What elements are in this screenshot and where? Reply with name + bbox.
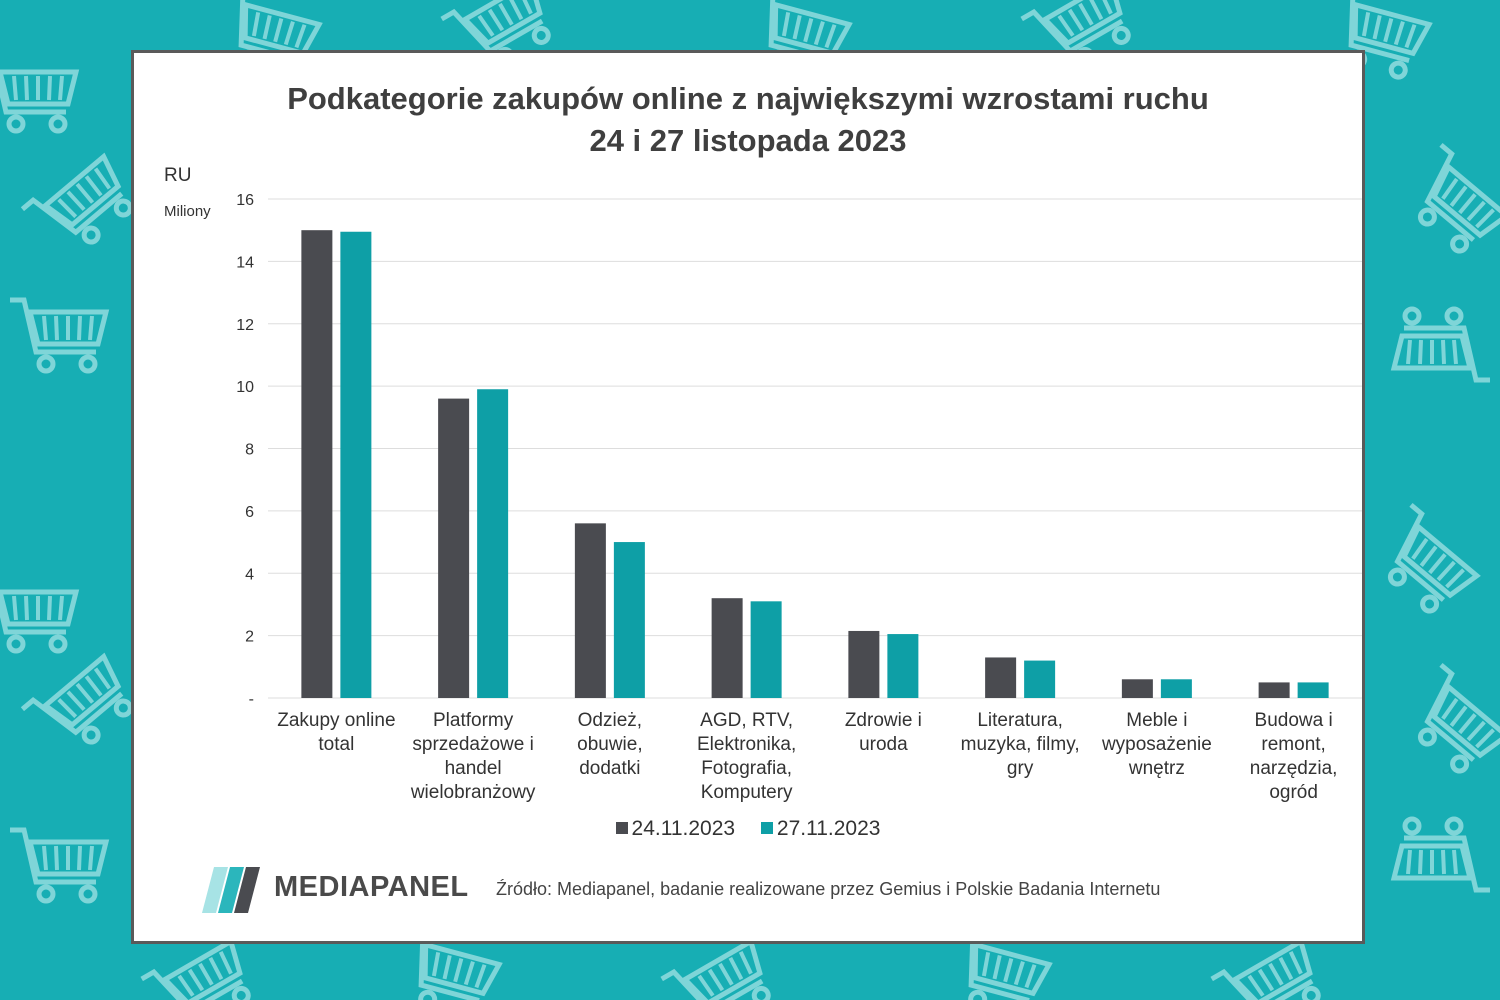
y-tick-label: -	[248, 691, 254, 708]
chart-subtitle: 24 i 27 listopada 2023	[589, 123, 907, 158]
bar-series-2-6	[1024, 661, 1055, 698]
bar-series-2-3	[614, 542, 645, 698]
bar-series-1-3	[575, 523, 606, 698]
bar-series-1-2	[438, 399, 469, 698]
bar-series-2-4	[751, 601, 782, 698]
source-note: Źródło: Mediapanel, badanie realizowane przez Gemius i Polskie Badania Internetu	[496, 879, 1161, 899]
bar-series-1-8	[1259, 682, 1290, 698]
bar-series-2-7	[1161, 679, 1192, 698]
x-tick-label: AGD, RTV, Elektronika, Fotografia, Komputery	[696, 710, 797, 803]
shopping-cart-icon	[1365, 505, 1484, 621]
shopping-cart-icon	[1394, 819, 1490, 890]
x-tick-label: Odzież, obuwie, dodatki	[577, 710, 643, 779]
x-tick-label: Meble i wyposażenie wnętrz	[1101, 710, 1212, 779]
y-tick-label: 8	[245, 441, 254, 459]
chart-plot	[134, 53, 1362, 941]
legend-item-series-2	[761, 817, 881, 841]
shopping-cart-icon	[10, 300, 106, 371]
y-tick-label: 6	[245, 503, 254, 521]
y-axis-unit: Miliony	[164, 203, 211, 220]
bar-series-1-7	[1122, 679, 1153, 698]
y-tick-label: 2	[245, 628, 254, 646]
legend-label-series-1: 24.11.2023	[631, 817, 736, 840]
x-tick-label: Zakupy online total	[277, 710, 396, 755]
y-tick-label: 12	[236, 316, 254, 334]
bar-series-1-1	[301, 230, 332, 698]
x-tick-label: Budowa i remont, narzędzia, ogród	[1249, 710, 1338, 803]
y-tick-label: 10	[236, 379, 254, 397]
chart-card	[131, 50, 1365, 944]
shopping-cart-icon	[10, 830, 106, 901]
bar-series-1-6	[985, 657, 1016, 698]
brand-name: MEDIAPANEL	[274, 871, 469, 903]
legend	[134, 817, 1362, 841]
bar-series-2-1	[340, 232, 371, 698]
x-tick-label: Zdrowie i uroda	[844, 710, 922, 755]
legend-label-series-2: 27.11.2023	[776, 817, 881, 840]
mediapanel-logo-icon	[196, 861, 266, 917]
shopping-cart-icon	[0, 60, 76, 131]
shopping-cart-icon	[22, 147, 141, 263]
y-axis-label: RU	[164, 165, 192, 186]
bar-series-1-5	[848, 631, 879, 698]
shopping-cart-icon	[0, 580, 76, 651]
shopping-cart-icon	[22, 647, 141, 763]
bar-series-1-4	[712, 598, 743, 698]
bar-series-2-8	[1298, 682, 1329, 698]
x-tick-label: Platformy sprzedażowe i handel wielobranżowy	[410, 710, 536, 803]
x-tick-label: Literatura, muzyka, filmy, gry	[960, 710, 1080, 779]
y-tick-label: 4	[245, 566, 254, 584]
y-tick-label: 14	[236, 254, 254, 272]
shopping-cart-icon	[1394, 309, 1490, 380]
bar-series-2-2	[477, 389, 508, 698]
bar-series-2-5	[887, 634, 918, 698]
shopping-cart-icon	[1395, 665, 1500, 781]
y-tick-label: 16	[236, 192, 254, 209]
legend-item-series-1	[616, 817, 736, 841]
shopping-cart-icon	[1395, 145, 1500, 261]
chart-title: Podkategorie zakupów online z największymi wzrostami ruchu	[287, 81, 1209, 116]
